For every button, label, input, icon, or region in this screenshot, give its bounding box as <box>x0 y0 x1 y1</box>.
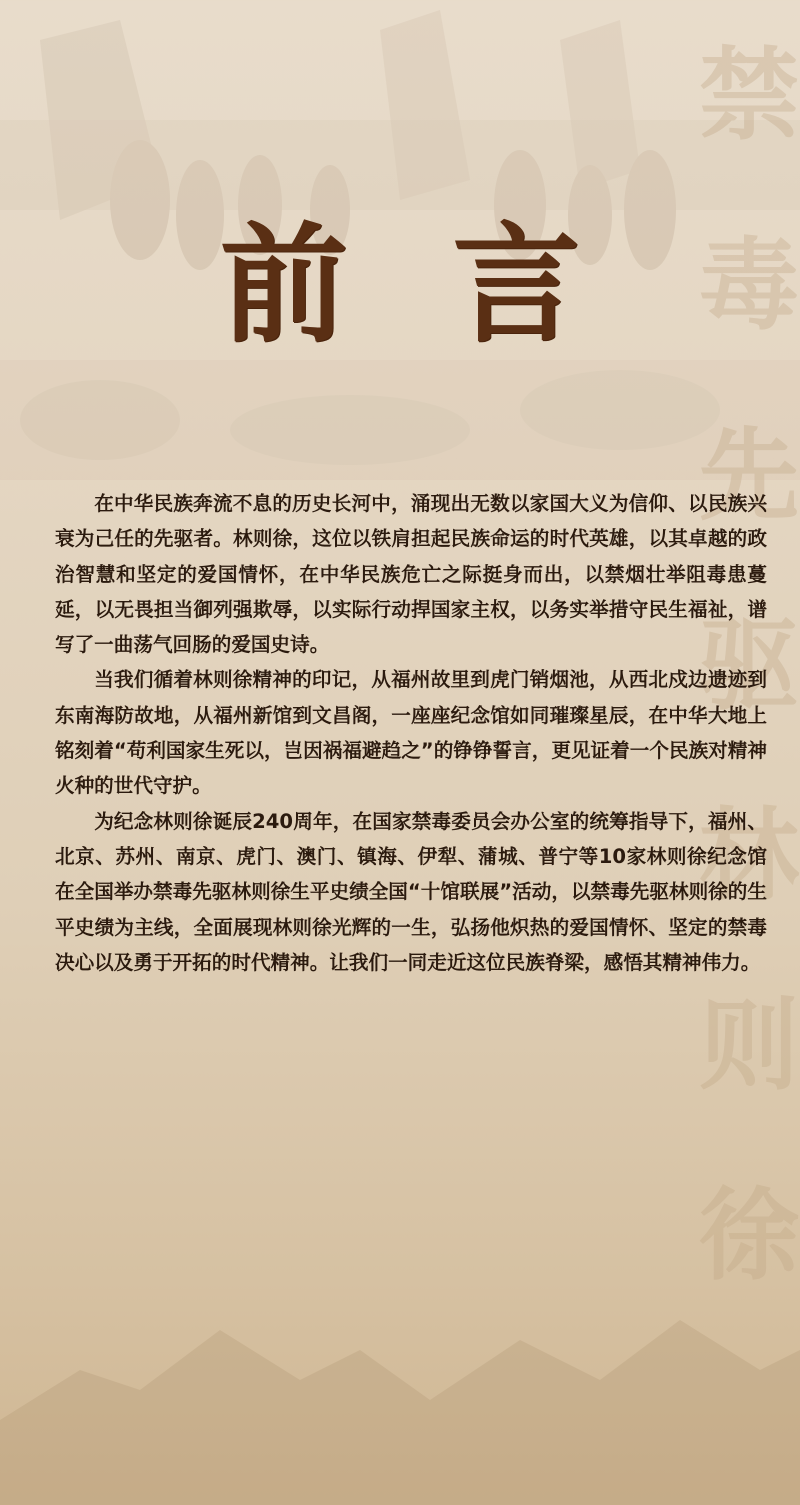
watermark-char: 则 <box>699 986 799 1104</box>
watermark-char: 徐 <box>699 1176 799 1294</box>
watermark-char: 林 <box>699 796 799 914</box>
watermark-char: 驱 <box>699 606 799 724</box>
preface-paragraph: 当我们循着林则徐精神的印记，从福州故里到虎门销烟池，从西北戍边遗迹到东南海防故地，从福州新馆到文昌阁，一座座纪念馆如同璀璨星辰，在中华大地上铭刻着“苟利国家生死以，岂因祸福避趋之”的铮铮誓言，更见证着一个民族对精神火种的世代守护。 <box>55 668 767 798</box>
watermark-char: 先 <box>699 416 799 534</box>
preface-paragraph: 为纪念林则徐诞辰240周年，在国家禁毒委员会办公室的统筹指导下，福州、北京、苏州、南京、虎门、澳门、镇海、伊犁、蒲城、普宁等10家林则徐纪念馆在全国举办禁毒先驱林则徐生平史绩全国“十馆联展”活动，以禁毒先驱林则徐的生平史绩为主线，全面展现林则徐光辉的一生，弘扬他炽热的爱国情怀、坚定的禁毒决心以及勇于开拓的时代精神。让我们一同走近这位民族脊梁，感悟其精神伟力。 <box>55 809 768 974</box>
preface-paragraph: 在中华民族奔流不息的历史长河中，涌现出无数以家国大义为信仰、以民族兴衰为己任的先驱者。林则徐，这位以铁肩担起民族命运的时代英雄，以其卓越的政治智慧和坚定的爱国情怀，在中华民族危亡之际挺身而出，以禁烟壮举阻毒患蔓延，以无畏担当御列强欺辱，以实际行动捍国家主权，以务实举措守民生福祉，谱写了一曲荡气回肠的爱国史诗。 <box>55 492 767 657</box>
watermark-char: 毒 <box>699 226 799 344</box>
watermark-char: 禁 <box>699 36 799 154</box>
page-title: 前 言 <box>219 210 611 360</box>
preface-body <box>55 486 767 980</box>
